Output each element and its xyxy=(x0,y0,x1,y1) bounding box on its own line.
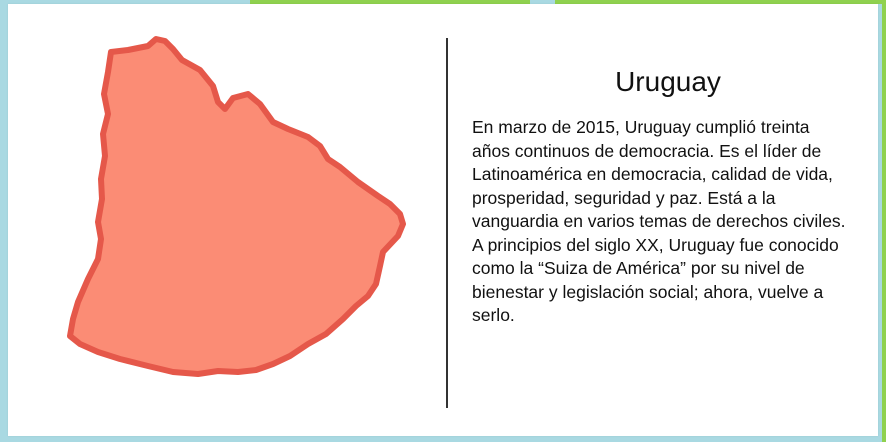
uruguay-map-icon xyxy=(58,34,418,379)
uruguay-map-svg xyxy=(58,34,418,379)
uruguay-shape xyxy=(70,39,403,374)
right-edge-bar xyxy=(882,0,886,442)
vertical-divider xyxy=(446,38,448,408)
country-description: En marzo de 2015, Uruguay cumplió treinta años continuos de democracia. Es el líder de Latinoamérica en democracia, calidad de vida, prosperidad, seguridad y paz. Está a la vanguardia en varios temas de derechos civiles. A principios del siglo XX, Uruguay fue conocido como la “Suiza de América” por su nivel de bienestar y legislación social; ahora, vuelve a serlo. xyxy=(472,117,846,325)
country-title: Uruguay xyxy=(615,66,721,97)
country-card xyxy=(8,4,878,436)
